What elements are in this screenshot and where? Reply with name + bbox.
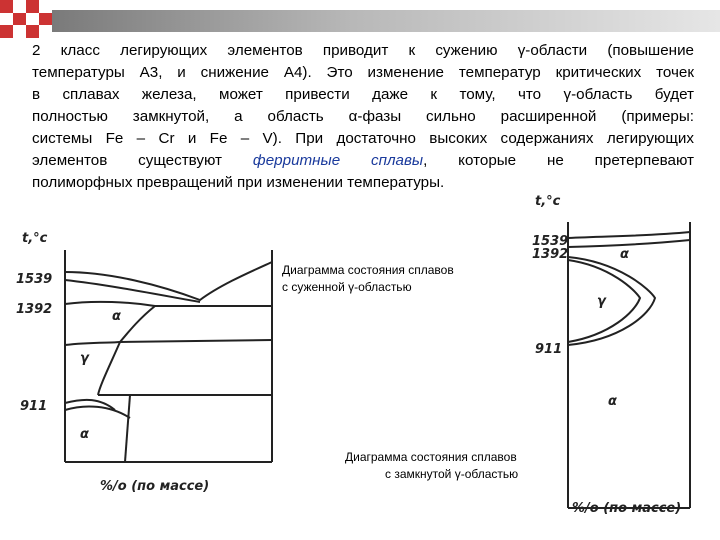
- left-911-curve-b: [65, 406, 130, 418]
- diagram-closed-gamma: [568, 222, 690, 508]
- left-1392-line: [65, 302, 272, 306]
- left-solvus-line: [125, 395, 130, 462]
- left-tick-1539: 1539: [16, 272, 53, 287]
- paragraph-line: полиморфных превращений при изменении температуры.: [32, 174, 445, 191]
- paragraph-line: в сплавах железа, может привести даже к тому, что γ-область будет: [32, 86, 694, 103]
- ferrite-alloys-link[interactable]: ферритные сплавы: [252, 152, 424, 169]
- right-tick-1392: 1392: [532, 247, 569, 262]
- right-liquidus-line: [568, 232, 690, 238]
- paragraph-line: 2 класс легирующих элементов приводит к сужению γ-области (повышение: [32, 42, 694, 59]
- paragraph-line: системы Fe – Cr и Fe – V). При достаточно высоких содержаниях легирующих: [32, 130, 694, 147]
- left-phase-alpha-top: α: [112, 309, 121, 324]
- right-caption-line2: с замкнутой γ-областью: [385, 467, 519, 481]
- right-phase-alpha-top: α: [620, 247, 629, 262]
- right-solidus-line: [568, 240, 690, 247]
- left-tick-1392: 1392: [16, 302, 53, 317]
- right-caption-line1: Диаграмма состояния сплавов: [345, 450, 517, 464]
- right-gamma-loop-outer: [568, 257, 655, 345]
- left-x-label: %/о (по массе): [100, 479, 210, 494]
- left-tick-911: 911: [20, 399, 48, 414]
- paragraph-line: полностью замкнутой, а область α-фазы сильно расширенной (примеры:: [32, 108, 694, 125]
- left-gamma-right: [98, 342, 120, 395]
- left-phase-alpha-bottom: α: [80, 427, 89, 442]
- paragraph-line: элементов существуют ферритные сплавы, которые не претерпевают: [32, 152, 694, 169]
- left-liquidus-curve: [65, 262, 272, 300]
- left-field-line: [120, 340, 272, 342]
- right-phase-alpha-bottom: α: [608, 394, 617, 409]
- left-axis-label: t,°c: [22, 231, 48, 246]
- left-gamma-top: [65, 342, 120, 345]
- right-tick-911: 911: [535, 342, 563, 357]
- right-x-label: %/о (по массе): [572, 501, 682, 516]
- left-caption-line1: Диаграмма состояния сплавов: [282, 263, 454, 277]
- left-phase-gamma: γ: [80, 351, 89, 366]
- diagram-narrowed-gamma: [65, 250, 272, 462]
- left-solidus-curve: [65, 280, 200, 302]
- left-alpha-gamma-boundary-top: [120, 306, 155, 342]
- right-tick-1539: 1539: [532, 234, 569, 249]
- paragraph-line: температуры А3, и снижение А4). Это изменение температур критических точек: [32, 64, 694, 81]
- left-caption-line2: с суженной γ-областью: [282, 280, 412, 294]
- right-axis-label: t,°c: [535, 194, 561, 209]
- right-phase-gamma: γ: [597, 294, 606, 309]
